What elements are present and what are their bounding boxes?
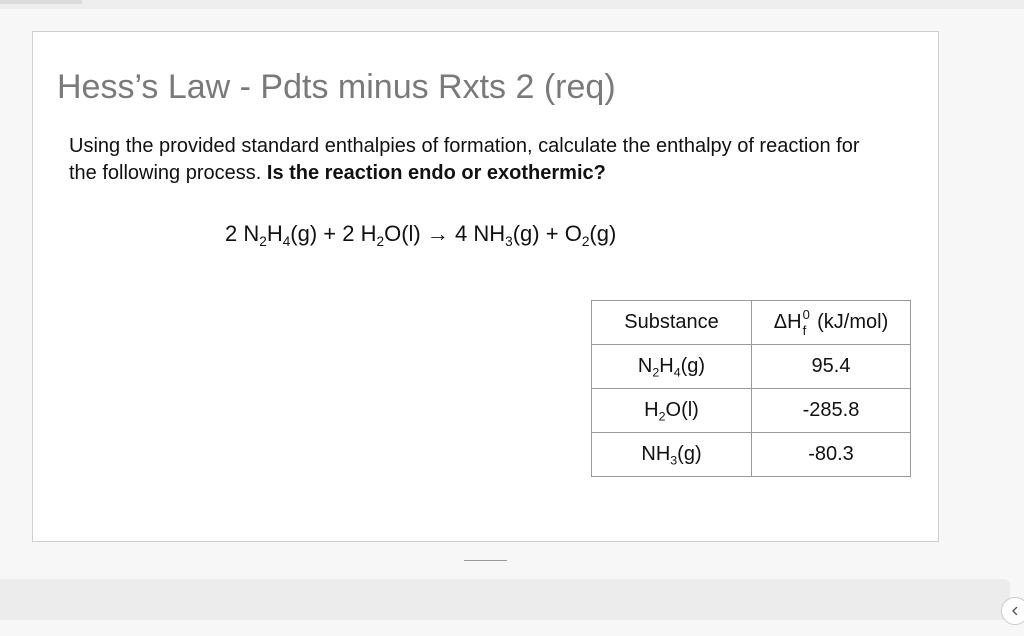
substance-cell: $NH_3(g)$ — [592, 433, 752, 477]
tab-stub — [0, 0, 82, 4]
coefficient-3: 4 — [455, 221, 468, 246]
enthalpy-value-cell: -285.8 — [752, 389, 911, 433]
enthalpy-value-cell: -80.3 — [752, 433, 911, 477]
table-row — [592, 389, 911, 433]
reaction-arrow: → — [426, 221, 449, 246]
collapse-panel-button[interactable] — [1001, 597, 1024, 625]
prompt-text: Using the provided standard enthalpies of formation, calculate the enthalpy of reaction for the following process. — [69, 135, 860, 184]
plus-sign-2: + — [545, 221, 559, 246]
substance-cell: $H_2O(l)$ — [592, 389, 752, 433]
slide-title: Hess’s Law - Pdts minus Rxts 2 (req) — [57, 68, 616, 106]
table-row — [592, 433, 911, 477]
enthalpy-table — [591, 300, 911, 477]
substance-cell: $N_2H_4(g)$ — [592, 345, 752, 389]
slide-divider — [464, 560, 507, 561]
header-units: (kJ/mol) — [817, 311, 889, 333]
coefficient-1: 2 — [225, 221, 238, 246]
enthalpy-value-cell: 95.4 — [752, 345, 911, 389]
chevron-left-icon — [1010, 606, 1020, 616]
dh-scripts: 0 f — [802, 307, 810, 338]
top-strip — [0, 0, 1024, 9]
table-row — [592, 345, 911, 389]
slide — [32, 31, 939, 542]
header-substance: Substance — [592, 301, 752, 345]
header-enthalpy: ΔH 0 f (kJ/mol) — [752, 301, 911, 345]
question-prompt — [69, 133, 869, 187]
table-header-row — [592, 301, 911, 345]
speaker-notes-bar[interactable] — [0, 579, 1010, 620]
plus-sign-1: + — [323, 221, 337, 246]
prompt-bold-text: Is the reaction endo or exothermic? — [266, 162, 606, 184]
coefficient-2: 2 — [342, 221, 355, 246]
reaction-equation: 2 $N_2H_4(g) + 2$ $H_2O(l) \to 4$ $NH_3(g) + O_2(g)$ — [225, 221, 617, 249]
